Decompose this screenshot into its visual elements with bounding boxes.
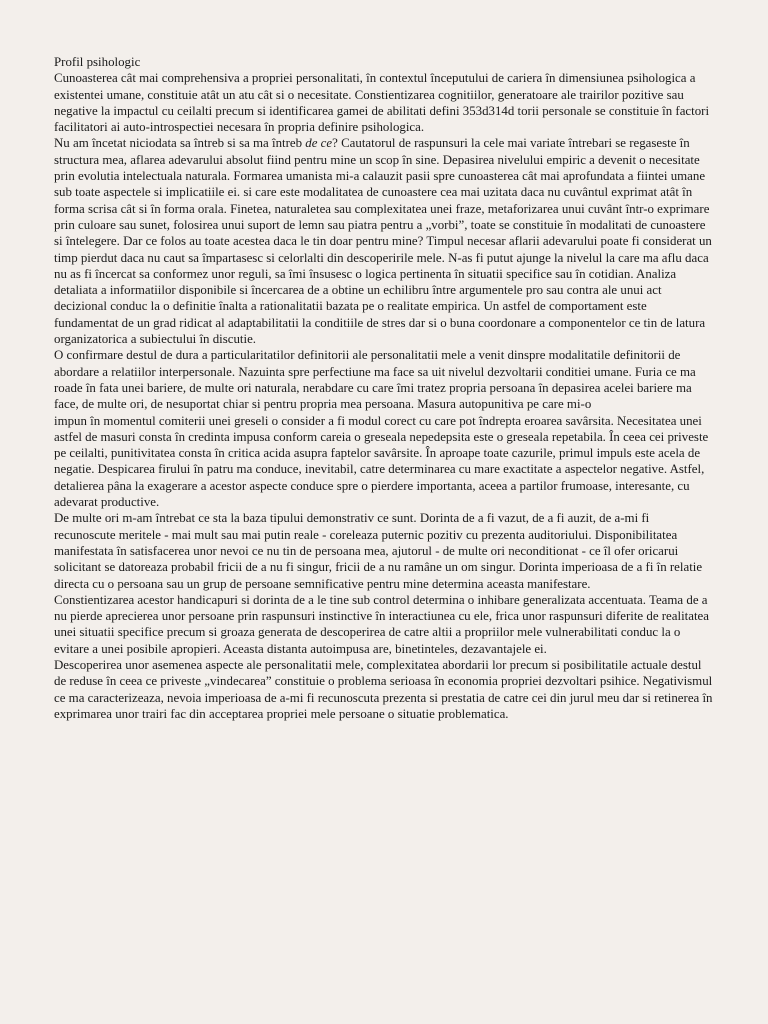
paragraph-introduction: Cunoasterea cât mai comprehensiva a propriei personalitati, în contextul începutului de cariera în dimensiunea psihologica a existentei umane, constituie atât un atu cât si o necesitate. Constientizarea cognitiilor, generatoare ale trairilor pozitive sau negative la impactul cu ceilalti precum si identificarea gamei de abilitati defini 353d314d torii personale se constituie în factori facilitatori ai auto-introspectiei necesara în propria definire psihologica. — [54, 71, 710, 135]
paragraph-conclusion: Descoperirea unor asemenea aspecte ale personalitatii mele, complexitatea abordarii lor precum si posibilitatile actuale destul de reduse în ceea ce priveste „vindecarea” constituie o problema serioasa în economia propriei dezvoltari psihice. Negativismul ce ma caracterizeaza, nevoia imperioasa de a-mi fi recunoscuta prezenta si prestatia de catre cei din jurul meu dar si retinerea în exprimarea unor trairi fac din acceptarea propriei mele persoane o situatie problematica. — [54, 657, 713, 721]
paragraph-text-before-emphasis: Nu am încetat niciodata sa întreb si sa ma întreb — [54, 136, 306, 151]
document-title: Profil psihologic — [54, 55, 141, 69]
paragraph-self-punishment: impun în momentul comiterii unei greseli o consider a fi modul corect cu care pot îndrepta eroarea savârsita. Necesitatea unei astfel de masuri consta în credinta impusa conform careia o greseala nepedepsita este o greseala repetabila. În ceea cei priveste pe ceilalti, punitivitatea consta în critica acida asupra faptelor savârsite. În aproape toate cazurile, primul impuls este acela de negatie. Despicarea firului în patru ma conduce, inevitabil, catre determinarea cu mare exactitate a aspectelor negative. Astfel, detalierea pâna la exagerare a acestor aspecte conduce spre o pierdere importanta, aceea a partilor frumoase, interesante, cu adevarat productive. — [54, 413, 709, 510]
paragraph-interpersonal-relations: O confirmare destul de dura a particularitatilor definitorii ale personalitatii mele a venit dinspre modalitatile definitorii de abordare a relatiilor interpersonale. Nazuinta spre perfectiune ma face sa uit nivelul dezvoltarii conditiei umane. Furia ce ma roade în fata unei bariere, de multe ori naturala, nerabdare cu care îmi tratez propria persoana în depasirea acelei bariere ma face, de multe ori, de nesuportat chiar si pentru propria mea persoana. Masura autopunitiva pe care mi-o — [54, 348, 696, 412]
paragraph-demonstrative-type: De multe ori m-am întrebat ce sta la baza tipului demonstrativ ce sunt. Dorinta de a fi vazut, de a fi auzit, de a-mi fi recunoscute meritele - mai mult sau mai putin reale - coreleaza puternic pozitiv cu prezenta auditoriului. Disponibilitatea manifestata în satisfacerea unor nevoi ce nu tin de persoana mea, ajutorul - de multe ori neconditionat - ce îl ofer oricarui solicitant se datoreaza probabil fricii de a nu fi singur, fricii de a nu ramâne un om singur. Dorinta imperioasa de a fi în relatie directa cu o persoana sau un grup de persoane semnificative pentru mine determina aceasta manifestare. — [54, 511, 703, 591]
document-page — [54, 54, 714, 722]
paragraph-text-after-emphasis: ? Cautatorul de raspunsuri la cele mai variate întrebari se regaseste în structura mea, aflarea adevarului absolut fiind pentru mine un scop în sine. Depasirea nivelului empiric a devenit o necesitate prin evolutia intelectuala naturala. Formarea umanista mi-a calauzit pasii spre cunoasterea cât mai aprofundata a fiintei umane sub toate aspectele si implicatiile ei. si care este modalitatea de cunoastere cea mai uzitata daca nu cuvântul exprimat atât în forma scrisa cât si în forma orala. Finetea, naturaletea sau complexitatea unei fraze, metaforizarea unui cuvânt într-o exprimare prin culoare sau sunet, folosirea unui suport de lemn sau piatra pentru a „vorbi”, toate se constituie în modalitati de cunoastere si întelegere. Dar ce folos au toate acestea daca le tin doar pentru mine? Timpul necesar aflarii adevarului poate fi considerat un timp pierdut daca nu caut sa împartasesc si celorlalti din descoperirile mele. N-as fi putut ajunge la nivelul la care ma aflu daca nu as fi încercat sa conformez unor reguli, sa îmi însusesc o logica pertinenta în situatii specifice sau în cotidian. Analiza detaliata a informatiilor disponibile si încercarea de a obtine un echilibru între argumentele pro sau contra ale unui act decizional conduc la o definitie înalta a rationalitatii bazata pe o realitate empirica. Un astfel de comportament este fundamentat de un grad ridicat al adaptabilitatii la conditiile de stres dar si o buna coordonare a componentelor ce tin de latura organizatorica a subiectului în discutie. — [54, 136, 712, 347]
emphasized-phrase: de ce — [305, 136, 333, 151]
paragraph-why-question — [54, 135, 714, 347]
paragraph-inhibition: Constientizarea acestor handicapuri si dorinta de a le tine sub control determina o inhibare generalizata accentuata. Teama de a nu pierde aprecierea unor persoane prin raspunsuri instinctive în interactiunea cu ele, frica unor raspunsuri diferite de realitatea unei situatii specifice precum si groaza generata de descoperirea de catre altii a propriilor mele vulnerabilitati conduc la o evitare a unei posibile apropieri. Aceasta distanta autoimpusa are, binetinteles, dezavantajele ei. — [54, 592, 709, 656]
